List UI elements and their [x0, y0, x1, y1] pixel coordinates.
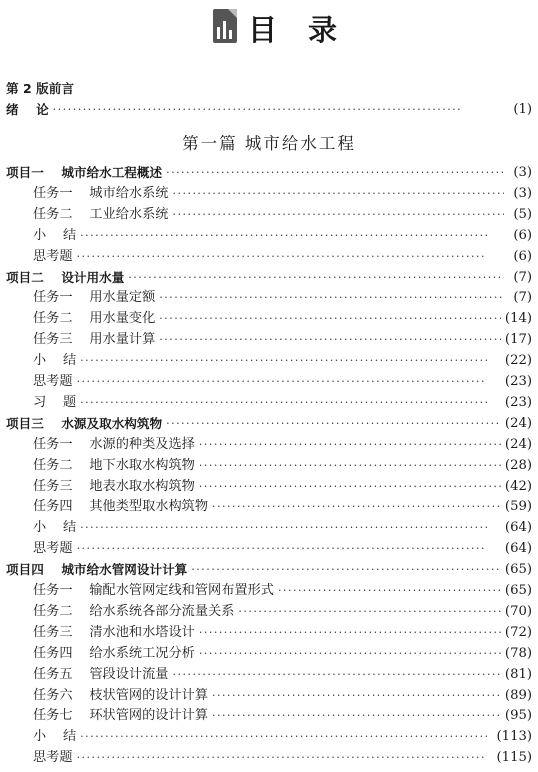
dot-leader — [80, 351, 501, 371]
toc-entry-page: (65) — [504, 562, 532, 577]
dot-leader — [53, 100, 504, 120]
toc-entry-label: 任务二 工业给水系统 — [33, 207, 169, 222]
toc-entry-label: 项目四 城市给水管网设计计算 — [6, 562, 188, 577]
dot-leader — [172, 205, 504, 225]
toc-entry-label: 任务二 地下水取水构筑物 — [33, 458, 195, 473]
toc-entry-label: 小 结 — [33, 228, 77, 243]
dot-leader — [159, 288, 504, 308]
toc-entry-label: 任务一 输配水管网定线和管网布置形式 — [33, 583, 274, 598]
toc-entry[interactable] — [6, 435, 532, 455]
toc-entry-label: 项目三 水源及取水构筑物 — [6, 416, 163, 431]
toc-entry[interactable] — [6, 414, 532, 434]
toc-entry[interactable] — [6, 393, 532, 413]
toc-entry-label: 任务一 用水量定额 — [33, 290, 156, 305]
dot-leader — [128, 268, 504, 288]
dot-leader — [212, 706, 501, 726]
toc-entry-label: 思考题 — [33, 249, 73, 264]
toc-entry[interactable] — [6, 268, 532, 288]
toc-entry[interactable] — [6, 497, 532, 517]
toc-entry[interactable] — [6, 665, 532, 685]
toc-entry-page: (24) — [504, 437, 532, 452]
toc-entry-label: 第 2 版前言 — [6, 81, 74, 96]
toc-entry[interactable] — [6, 330, 532, 350]
toc-entry-label: 任务三 地表水取水构筑物 — [33, 479, 195, 494]
toc-entry-page: (95) — [504, 708, 532, 723]
dot-leader — [77, 247, 504, 267]
toc-entry[interactable] — [6, 581, 532, 601]
toc-entry-page: (24) — [504, 416, 532, 431]
toc-entry-page: (23) — [504, 395, 532, 410]
toc-entry-page: (3) — [513, 165, 532, 180]
toc-entry-label: 项目二 设计用水量 — [6, 270, 125, 285]
toc-entry-label: 思考题 — [33, 374, 73, 389]
dot-leader — [159, 309, 501, 329]
dot-leader — [172, 665, 500, 685]
contents-header — [0, 6, 538, 50]
dot-leader — [238, 602, 501, 622]
dot-leader — [77, 372, 501, 392]
toc-entry-label: 任务三 清水池和水塔设计 — [33, 625, 195, 640]
toc-entry-label: 任务六 枝状管网的设计计算 — [33, 688, 209, 703]
toc-entry-page: (6) — [513, 228, 532, 243]
book-chart-icon — [213, 9, 237, 43]
toc-entry-label: 项目一 城市给水工程概述 — [6, 165, 163, 180]
toc-entry-label: 任务四 其他类型取水构筑物 — [33, 499, 209, 514]
toc-entry-page: (78) — [504, 646, 532, 661]
dot-leader — [78, 79, 504, 99]
dot-leader — [212, 686, 501, 706]
dot-leader — [199, 623, 501, 643]
toc-entry[interactable] — [6, 205, 532, 225]
toc-entry[interactable] — [6, 163, 532, 183]
toc-entry-page: (5) — [513, 207, 532, 222]
toc-entry-page: (17) — [504, 332, 532, 347]
toc-entry-page: (59) — [504, 499, 532, 514]
toc-entry[interactable] — [6, 727, 532, 747]
toc-entry-page: (22) — [504, 353, 532, 368]
dot-leader — [166, 414, 501, 434]
dot-leader — [172, 184, 504, 204]
toc-entry[interactable] — [6, 372, 532, 392]
toc-entry-page: (115) — [496, 750, 532, 765]
toc-entry-label: 任务四 给水系统工况分析 — [33, 646, 195, 661]
dot-leader — [212, 497, 501, 517]
toc-entry[interactable] — [6, 100, 532, 120]
toc-entry-label: 任务一 城市给水系统 — [33, 186, 169, 201]
toc-entry[interactable] — [6, 79, 532, 99]
toc-entry[interactable] — [6, 686, 532, 706]
toc-entry[interactable] — [6, 351, 532, 371]
dot-leader — [199, 456, 501, 476]
toc-entry-label: 思考题 — [33, 541, 73, 556]
toc-entry-label: 习 题 — [33, 395, 77, 410]
toc-entry[interactable] — [6, 623, 532, 643]
dot-leader — [278, 581, 501, 601]
dot-leader — [159, 330, 501, 350]
toc-entry[interactable] — [6, 644, 532, 664]
toc-entry[interactable] — [6, 247, 532, 267]
toc-entry-page: (81) — [504, 667, 532, 682]
toc-entry-page: (23) — [504, 374, 532, 389]
toc-entry-label: 任务一 水源的种类及选择 — [33, 437, 195, 452]
toc-entry-page: (64) — [504, 520, 532, 535]
toc-entry-page: (14) — [504, 311, 532, 326]
dot-leader — [199, 644, 501, 664]
toc-entry[interactable] — [6, 706, 532, 726]
dot-leader — [77, 539, 501, 559]
toc-entry-page: (1) — [513, 102, 532, 117]
toc-entry-label: 小 结 — [33, 353, 77, 368]
dot-leader — [191, 560, 501, 580]
toc-entry-page: (65) — [504, 583, 532, 598]
dot-leader — [80, 226, 504, 246]
toc-entry-page: (7) — [513, 290, 532, 305]
toc-entry-label: 绪 论 — [6, 102, 49, 117]
toc-entry[interactable] — [6, 602, 532, 622]
toc-entry-page: (72) — [504, 625, 532, 640]
toc-entry[interactable] — [6, 309, 532, 329]
toc-entry-page: (28) — [504, 458, 532, 473]
toc-entry-label: 任务三 用水量计算 — [33, 332, 156, 347]
toc-entry-label: 小 结 — [33, 729, 77, 744]
toc-entry-page: (3) — [513, 186, 532, 201]
toc-entry-label: 任务五 管段设计流量 — [33, 667, 169, 682]
dot-leader — [80, 518, 501, 538]
toc-entry[interactable] — [6, 226, 532, 246]
page-title: 目录 — [248, 13, 369, 47]
toc-entry[interactable] — [6, 518, 532, 538]
toc-entry[interactable] — [6, 748, 532, 768]
toc-entry-page: (64) — [504, 541, 532, 556]
toc-entry-page: (70) — [504, 604, 532, 619]
toc-entry-page: (7) — [513, 270, 532, 285]
dot-leader — [77, 748, 493, 768]
toc-entry-label: 思考题 — [33, 750, 73, 765]
toc-entry-page: (89) — [504, 688, 532, 703]
part-title: 第一篇 城市给水工程 — [182, 134, 356, 153]
toc-entry[interactable] — [6, 288, 532, 308]
toc-entry-label: 任务二 用水量变化 — [33, 311, 156, 326]
toc-entry-page: (113) — [496, 729, 532, 744]
dot-leader — [166, 163, 504, 183]
toc-entry-page: (6) — [513, 249, 532, 264]
toc-entry-label: 任务二 给水系统各部分流量关系 — [33, 604, 235, 619]
toc-entry-label: 小 结 — [33, 520, 77, 535]
dot-leader — [80, 727, 492, 747]
toc-entry[interactable] — [6, 184, 532, 204]
toc-entry-page: (42) — [504, 479, 532, 494]
dot-leader — [199, 435, 501, 455]
toc-entry[interactable] — [6, 539, 532, 559]
dot-leader — [80, 393, 501, 413]
toc-entry[interactable] — [6, 456, 532, 476]
toc-entry-label: 任务七 环状管网的设计计算 — [33, 708, 209, 723]
toc-entry[interactable] — [6, 560, 532, 580]
toc-entry[interactable] — [6, 477, 532, 497]
dot-leader — [199, 477, 501, 497]
